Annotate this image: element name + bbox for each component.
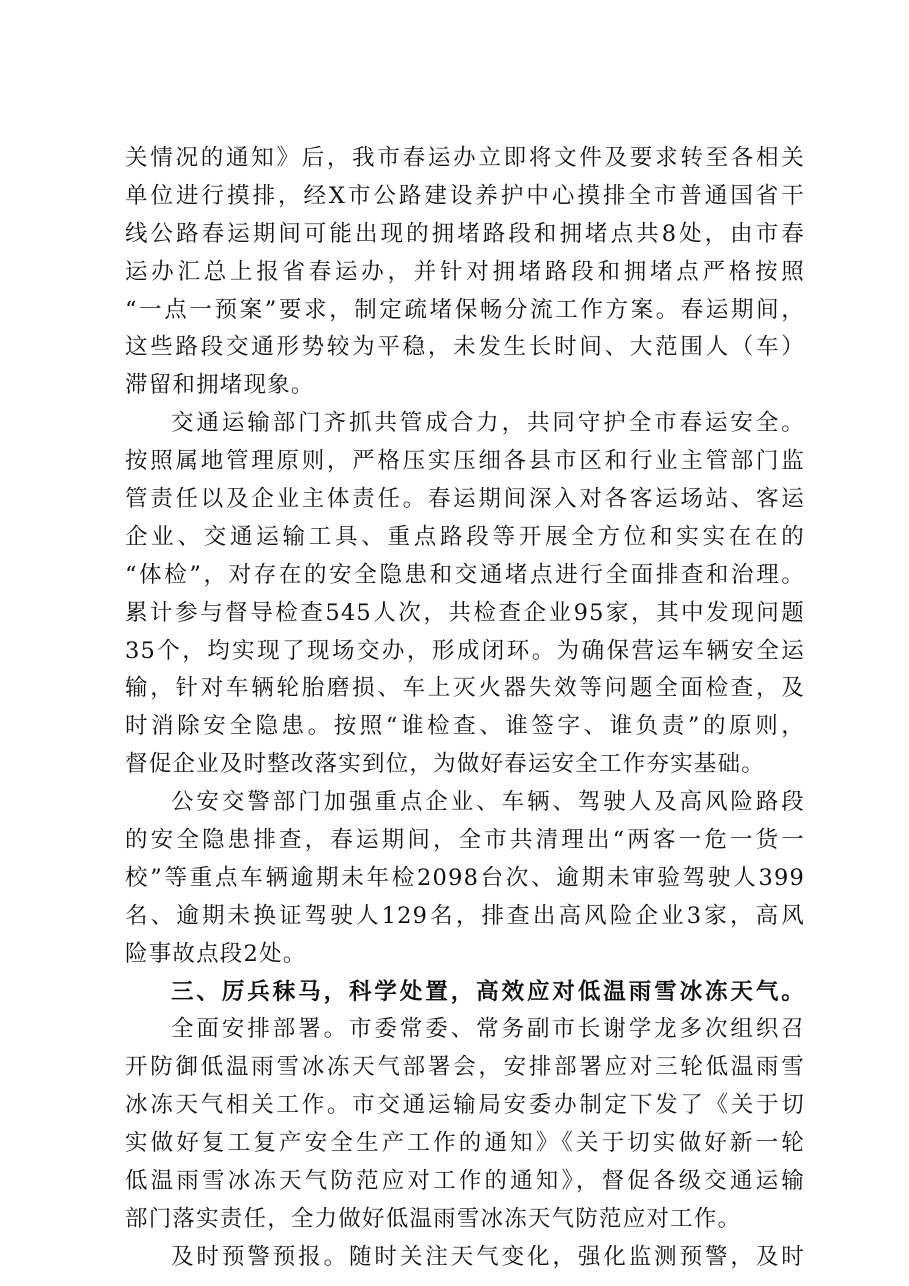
- text-line: 名、逾期未换证驾驶人129名，排查出高风险企业3家，高风: [125, 902, 805, 929]
- text-line: 企业、交通运输工具、重点路段等开展全方位和实实在在的: [125, 523, 805, 550]
- text-line: 的安全隐患排查，春运期间，全市共清理出“两客一危一货一: [125, 827, 805, 854]
- text-line: 线公路春运期间可能出现的拥堵路段和拥堵点共8处，由市春: [125, 220, 805, 247]
- document-body: [125, 140, 805, 1277]
- text-line: 全面安排部署。市委常委、常务副市长谢学龙多次组织召: [171, 1016, 805, 1043]
- text-line: 管责任以及企业主体责任。春运期间深入对各客运场站、客运: [125, 486, 805, 513]
- text-line: “体检”，对存在的安全隐患和交通堵点进行全面排查和治理。: [125, 561, 805, 588]
- text-line: 关情况的通知》后，我市春运办立即将文件及要求转至各相关: [125, 145, 805, 171]
- text-line: 这些路段交通形势较为平稳，未发生长时间、大范围人（车）: [125, 334, 805, 361]
- text-line: 督促企业及时整改落实到位，为做好春运安全工作夯实基础。: [125, 751, 765, 778]
- text-line: 部门落实责任，全力做好低温雨雪冰冻天气防范应对工作。: [125, 1205, 742, 1232]
- text-line: 低温雨雪冰冻天气防范应对工作的通知》，督促各级交通运输: [125, 1168, 805, 1195]
- text-line: 滞留和拥堵现象。: [125, 372, 315, 399]
- text-line: 累计参与督导检查545人次，共检查企业95家，其中发现问题: [125, 599, 805, 626]
- text-line: 及时预警预报。随时关注天气变化，强化监测预警，及时: [171, 1243, 805, 1270]
- text-line: 校”等重点车辆逾期未年检2098台次、逾期未审验驾驶人399: [125, 864, 805, 891]
- text-line: 按照属地管理原则，严格压实压细各县市区和行业主管部门监: [125, 448, 805, 475]
- text-line: 冰冻天气相关工作。市交通运输局安委办制定下发了《关于切: [125, 1092, 805, 1119]
- text-line: 运办汇总上报省春运办，并针对拥堵路段和拥堵点严格按照: [125, 258, 805, 285]
- text-line: 输，针对车辆轮胎磨损、车上灭火器失效等问题全面检查，及: [125, 675, 805, 702]
- text-line: 交通运输部门齐抓共管成合力，共同守护全市春运安全。: [171, 410, 805, 437]
- text-line: 实做好复工复产安全生产工作的通知》《关于切实做好新一轮: [125, 1130, 805, 1157]
- text-line: 单位进行摸排，经X市公路建设养护中心摸排全市普通国省干: [125, 182, 805, 209]
- text-line: 开防御低温雨雪冰冻天气部署会，安排部署应对三轮低温雨雪: [125, 1054, 805, 1081]
- text-line: 时消除安全隐患。按照“谁检查、谁签字、谁负责”的原则，: [125, 713, 805, 740]
- text-line: 公安交警部门加强重点企业、车辆、驾驶人及高风险路段: [171, 789, 805, 816]
- text-line: “一点一预案”要求，制定疏堵保畅分流工作方案。春运期间，: [125, 296, 805, 323]
- text-line: 35个，均实现了现场交办，形成闭环。为确保营运车辆安全运: [125, 637, 805, 664]
- section-heading: 三、厉兵秣马，科学处置，高效应对低温雨雪冰冻天气。: [171, 978, 805, 1005]
- text-line: 险事故点段2处。: [125, 940, 307, 967]
